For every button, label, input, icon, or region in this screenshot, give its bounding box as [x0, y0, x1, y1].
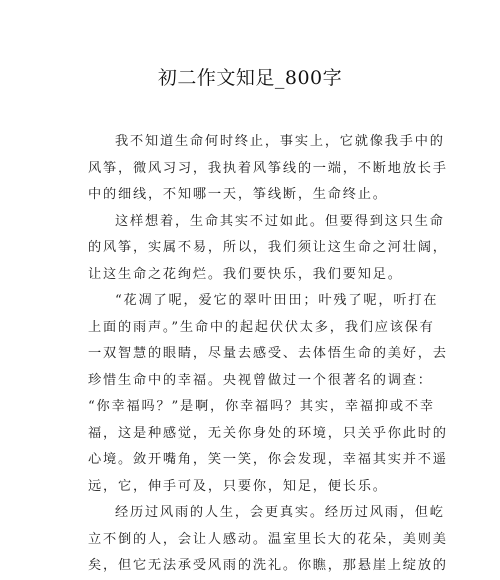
text-line: 的风筝，实属不易，所以，我们须让这生命之河壮阔， — [88, 240, 448, 255]
text-line: “你幸福吗？”是啊，你幸福吗？其实，幸福抑或不幸 — [88, 399, 435, 414]
text-line: 立不倒的人，会让人感动。温室里长大的花朵，美则美 — [88, 531, 448, 547]
text-line: 福，这是种感觉，无关你身处的环境，只关乎你此时的 — [88, 425, 448, 441]
text-line: 风筝，微风习习，我执着风筝线的一端，不断地放长手 — [88, 160, 448, 176]
text-line: “花凋了呢，爱它的翠叶田田；叶残了呢，听打在 — [115, 293, 439, 308]
text-line: 一双智慧的眼睛，尽量去感受、去体悟生命的美好，去 — [88, 346, 448, 361]
document-title: 初二作文知足_800字 — [157, 67, 343, 89]
text-line: 珍惜生命中的幸福。央视曾做过一个很著名的调查： — [88, 372, 433, 388]
text-line: 让这生命之花绚烂。我们要快乐，我们要知足。 — [88, 266, 403, 282]
text-line: 远，它，伸手可及，只要你，知足，便长乐。 — [88, 478, 388, 494]
text-line: 矣，但它无法承受风雨的洗礼。你瞧，那悬崖上绽放的 — [88, 558, 448, 573]
text-line: 上面的雨声。”生命中的起起伏伏太多，我们应该保有 — [88, 319, 435, 335]
text-line: 心境。敛开嘴角，笑一笑，你会发现，幸福其实并不遥 — [88, 452, 448, 467]
text-line: 中的细线，不知哪一天，筝线断，生命终止。 — [88, 187, 388, 202]
text-line: 我不知道生命何时终止，事实上，它就像我手中的 — [115, 134, 445, 149]
text-line: 这样想着，生命其实不过如此。但要得到这只生命 — [115, 213, 445, 229]
text-line: 经历过风雨的人生，会更真实。经历过风雨，但屹 — [115, 505, 445, 520]
document-body — [88, 129, 448, 580]
